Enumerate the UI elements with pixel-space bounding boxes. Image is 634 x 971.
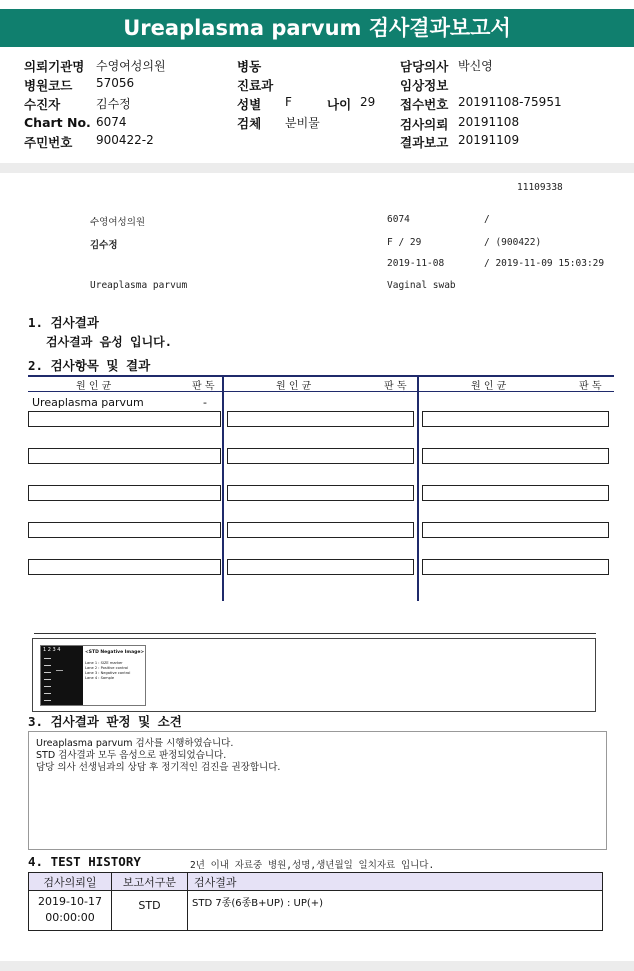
table-header-col3 [419,375,614,392]
gel-lane-numbers: 1 2 3 4 [43,647,61,653]
gel-lanes-image [41,646,83,705]
history-note: 2년 이내 자료중 병원,성명,생년월일 일치자료 입니다. [190,860,435,871]
section1-result-text: 검사결과 음성 입니다. [46,335,173,349]
history-date-cell [29,891,112,931]
detail-hospital: 수영여성의원 [90,217,146,228]
request-label: 검사의뢰 [400,117,449,132]
patient-label: 수진자 [24,97,61,112]
report-label: 결과보고 [400,135,449,150]
footer-bar [0,961,634,971]
chart-value: 6074 [96,115,127,129]
sex-label: 성별 [237,97,262,112]
detail-report-time: / 2019-11-09 15:03:29 [484,258,605,269]
col-pathogen-header: 원 인 균 [471,381,507,392]
history-header-type: 보고서구분 [112,873,188,891]
opinion-line: 담당 의사 선생님과의 상담 후 정기적인 검진을 권장합니다. [36,762,281,773]
empty-cell [227,559,414,575]
sex-value: F [285,95,292,109]
empty-cell [28,448,221,464]
detail-slash: / [484,214,490,225]
history-type: STD [112,891,188,931]
age-label: 나이 [327,97,352,112]
rrn-label: 주민번호 [24,135,73,150]
dept-label: 진료과 [237,78,274,93]
hospital-value: 수영여성의원 [96,59,166,73]
section2-title: 2. 검사항목 및 결과 [28,358,151,373]
doctor-value: 박신영 [458,59,493,73]
code-value: 57056 [96,76,135,90]
report-title: Ureaplasma parvum 검사결과보고서 [0,9,634,47]
hospital-label: 의뢰기관명 [24,59,85,74]
history-result: STD 7종(6종B+UP) : UP(+) [188,891,603,931]
gel-legend-item: Lane 2 : Positive control [85,666,129,670]
clinical-label: 임상정보 [400,78,449,93]
doctor-label: 담당의사 [400,59,449,74]
request-value: 20191108 [458,115,520,129]
empty-cell [422,485,609,501]
empty-cell [28,485,221,501]
ward-label: 병동 [237,59,262,74]
empty-cell [28,559,221,575]
specimen-value: 분비물 [285,116,320,130]
table-header-col1 [28,375,222,392]
patient-value: 김수정 [96,97,131,111]
col-result-header: 판 독 [192,381,215,392]
gel-image [40,645,146,706]
history-date: 2019-10-17 [38,895,102,908]
gel-legend-item: Lane 4 : Sample [85,676,115,680]
gel-caption: <STD Negative Image> [85,650,145,655]
section1-title: 1. 검사결과 [28,315,99,330]
column-divider [222,375,224,601]
history-time: 00:00:00 [45,911,95,924]
empty-cell [227,485,414,501]
table-row [29,891,603,931]
gel-legend [85,661,130,681]
detail-code-number: 11109338 [517,182,563,193]
empty-cell [28,522,221,538]
empty-cell [227,522,414,538]
specimen-label: 검체 [237,116,262,131]
opinion-line: STD 검사결과 모두 음성으로 판정되었습니다. [36,750,227,761]
history-header-date: 검사의뢰일 [29,873,112,891]
receipt-value: 20191108-75951 [458,95,562,109]
detail-birth: / (900422) [484,237,542,248]
gel-legend-item: Lane 3 : Negative control [85,671,131,675]
section4-title: 4. TEST HISTORY [28,854,141,869]
detail-test-name: Ureaplasma parvum [90,280,188,291]
history-table [28,872,603,931]
detail-specimen: Vaginal swab [387,280,456,291]
detail-chart: 6074 [387,214,410,225]
receipt-label: 접수번호 [400,97,449,112]
age-value: 29 [360,95,376,109]
empty-cell [422,559,609,575]
col-pathogen-header: 원 인 균 [76,381,112,392]
opinion-line: Ureaplasma parvum 검사를 시행하였습니다. [36,738,234,749]
result-row-value: - [203,396,207,409]
history-header-result: 검사결과 [188,873,603,891]
empty-cell [422,448,609,464]
result-row-name: Ureaplasma parvum [32,396,144,409]
empty-cell [28,411,221,427]
detail-date: 2019-11-08 [387,258,445,269]
empty-cell [422,522,609,538]
table-header-col2 [224,375,417,392]
rrn-value: 900422-2 [96,133,154,147]
gel-legend-item: Lane 1 : SIZE marker [85,661,123,665]
column-divider [417,375,419,601]
empty-cell [422,411,609,427]
empty-cell [227,411,414,427]
detail-patient: 김수정 [90,240,118,251]
section3-title: 3. 검사결과 판정 및 소견 [28,714,182,729]
detail-sex-age: F / 29 [387,237,422,248]
col-pathogen-header: 원 인 균 [276,381,312,392]
report-value: 20191109 [458,133,520,147]
col-result-header: 판 독 [384,381,407,392]
col-result-header: 판 독 [579,381,602,392]
code-label: 병원코드 [24,78,73,93]
chart-label: Chart No. [24,115,91,130]
header-separator [0,163,634,173]
opinion-text [36,738,280,774]
divider-line [34,633,596,634]
empty-cell [227,448,414,464]
